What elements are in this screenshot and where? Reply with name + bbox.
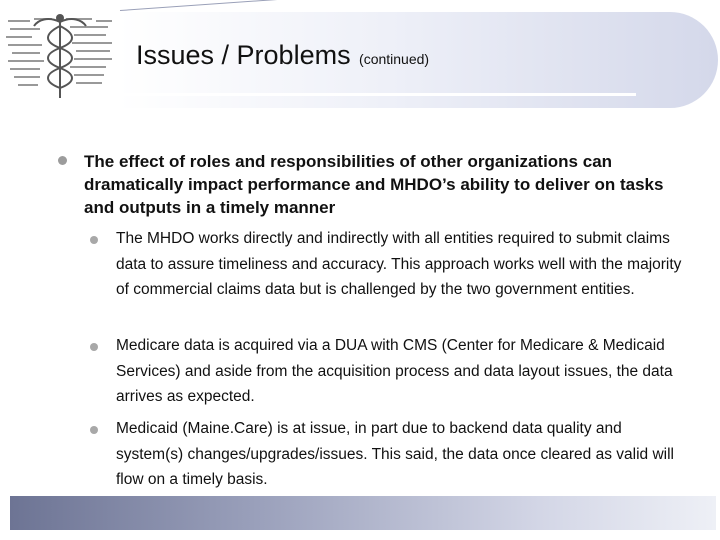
main-bullet-text: The effect of roles and responsibilities of other organizations can dramatically impact performance and MHDO’s ability to deliver on tasks and outputs in a timely manner: [84, 152, 664, 217]
bullet-dot: [90, 343, 98, 351]
bullet-dot: [58, 156, 67, 165]
sub-bullet-1: The MHDO works directly and indirectly with all entities required to submit claims data to assure timeliness and accuracy. This approach works well with the majority of commercial claims data but is challenged by the two government entities.: [116, 230, 682, 298]
footer-bar: [10, 496, 716, 530]
sub-bullet-3: Medicaid (Maine.Care) is at issue, in part due to backend data quality and system(s) changes/upgrades/issues. This said, the data once cleared as valid will flow on a timely basis.: [116, 420, 674, 488]
sub-bullet-2: Medicare data is acquired via a DUA with CMS (Center for Medicare & Medicaid Services) and aside from the acquisition process and data layout issues, the data arrives as expected.: [116, 337, 673, 405]
bullet-dot: [90, 426, 98, 434]
bullet-dot: [90, 236, 98, 244]
title-text: Issues / Problems: [136, 40, 351, 70]
title-suffix: (continued): [359, 51, 430, 67]
